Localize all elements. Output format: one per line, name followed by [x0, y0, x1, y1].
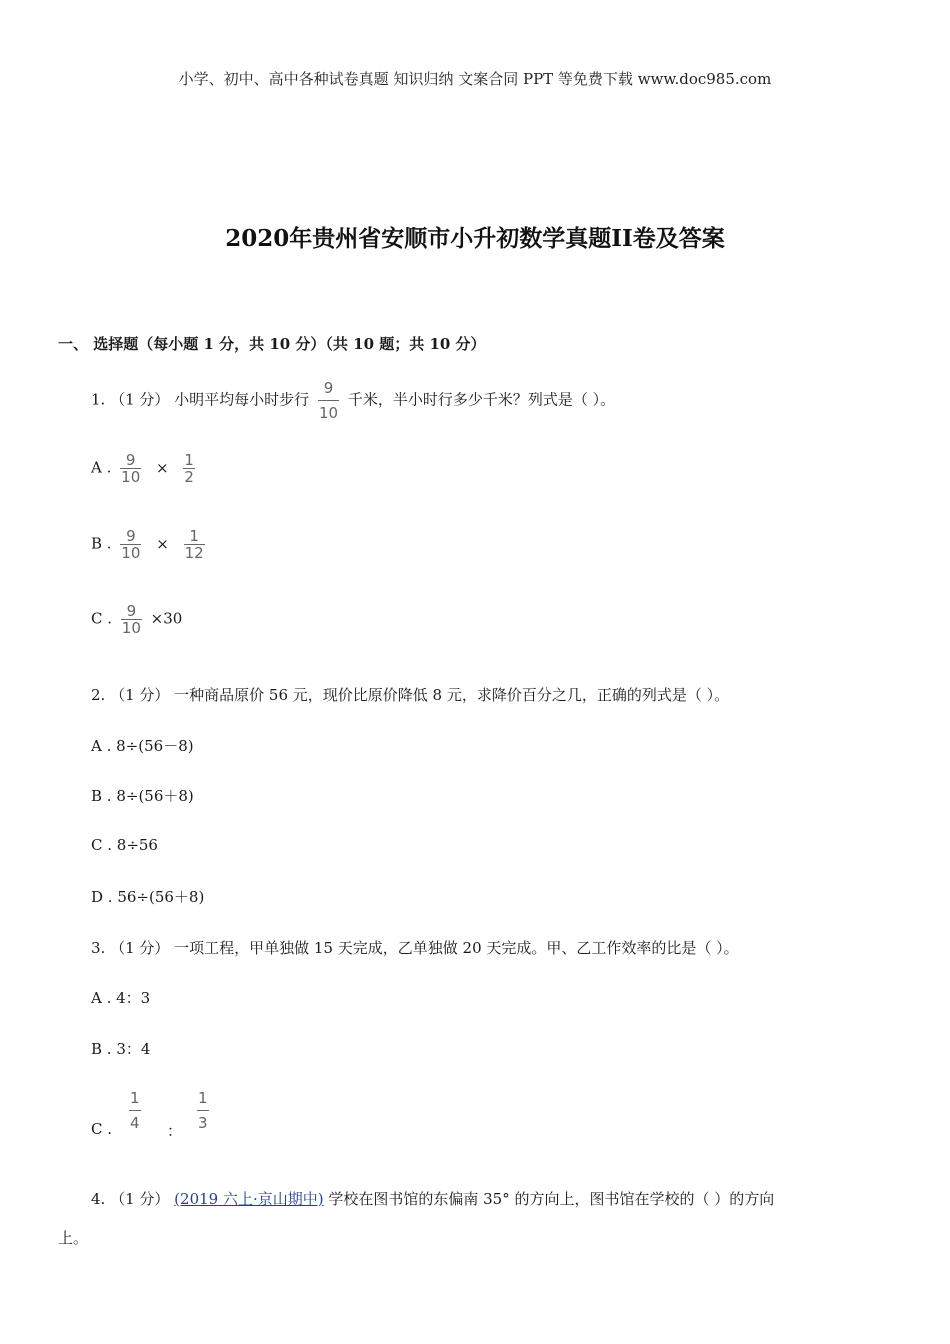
question-4 — [91, 1188, 774, 1209]
question-4-suffix: 学校在图书馆的东偏南 35° 的方向上，图书馆在学校的（ ）的方向 — [323, 1190, 775, 1208]
option-tail: ×30 — [150, 609, 183, 628]
question-2-option-c[interactable]: C . 8÷56 — [91, 836, 158, 854]
option-label: A . — [91, 458, 112, 477]
option-label: C . — [91, 609, 113, 628]
question-1-suffix: 千米，半小时行多少千米？列式是（ ）。 — [347, 390, 616, 409]
ratio-separator: ： — [167, 1122, 183, 1140]
question-3-option-a[interactable]: A . 4：3 — [91, 989, 151, 1007]
question-2-option-b[interactable]: B . 8÷(56＋8) — [91, 787, 194, 805]
question-1 — [91, 378, 615, 423]
operator: × — [156, 534, 169, 553]
fraction: 1 4 — [130, 1089, 140, 1132]
question-1-option-b[interactable] — [91, 528, 209, 561]
fraction: $\frac{1}{12}$ — [184, 527, 204, 562]
question-1-option-a[interactable] — [91, 452, 199, 485]
question-2: 2. （1 分） 一种商品原价 56 元，现价比原价降低 8 元，求降价百分之几，正确的列式是（ ）。 — [91, 686, 730, 704]
option-label: C . — [91, 1120, 113, 1138]
operator: × — [156, 458, 169, 477]
question-3: 3. （1 分） 一项工程，甲单独做 15 天完成，乙单独做 20 天完成。甲、乙工作效率的比是（ ）。 — [91, 939, 739, 957]
fraction: $\frac{9}{10}$ — [121, 602, 141, 637]
question-2-option-d[interactable]: D . 56÷(56＋8) — [91, 888, 205, 906]
fraction: $\frac{1}{2}$ — [184, 451, 194, 486]
fraction: $\frac{9}{10}$ — [121, 451, 141, 486]
document-title: 2020年贵州省安顺市小升初数学真题II卷及答案 — [225, 225, 725, 252]
question-4-continuation: 上。 — [58, 1229, 89, 1247]
question-2-option-a[interactable]: A . 8÷(56－8) — [91, 737, 194, 755]
fraction: 1 3 — [198, 1089, 208, 1132]
fraction: $\frac{9}{10}$ — [121, 527, 141, 562]
question-1-prefix: 1. （1 分） 小明平均每小时步行 — [91, 390, 310, 409]
question-3-option-b[interactable]: B . 3：4 — [91, 1040, 151, 1058]
question-1-option-c[interactable] — [91, 603, 182, 636]
source-link[interactable]: (2019 六上·京山期中) — [174, 1190, 324, 1208]
section-heading: 一、 选择题（每小题 1 分，共 10 分）（共 10 题；共 10 分） — [58, 335, 486, 353]
option-label: B . — [91, 534, 112, 553]
page-header: 小学、初中、高中各种试卷真题 知识归纳 文案合同 PPT 等免费下载 www.doc985.com — [178, 70, 772, 88]
fraction: $\frac{9}{10}$ — [318, 379, 339, 422]
question-4-prefix: 4. （1 分） — [91, 1190, 175, 1208]
